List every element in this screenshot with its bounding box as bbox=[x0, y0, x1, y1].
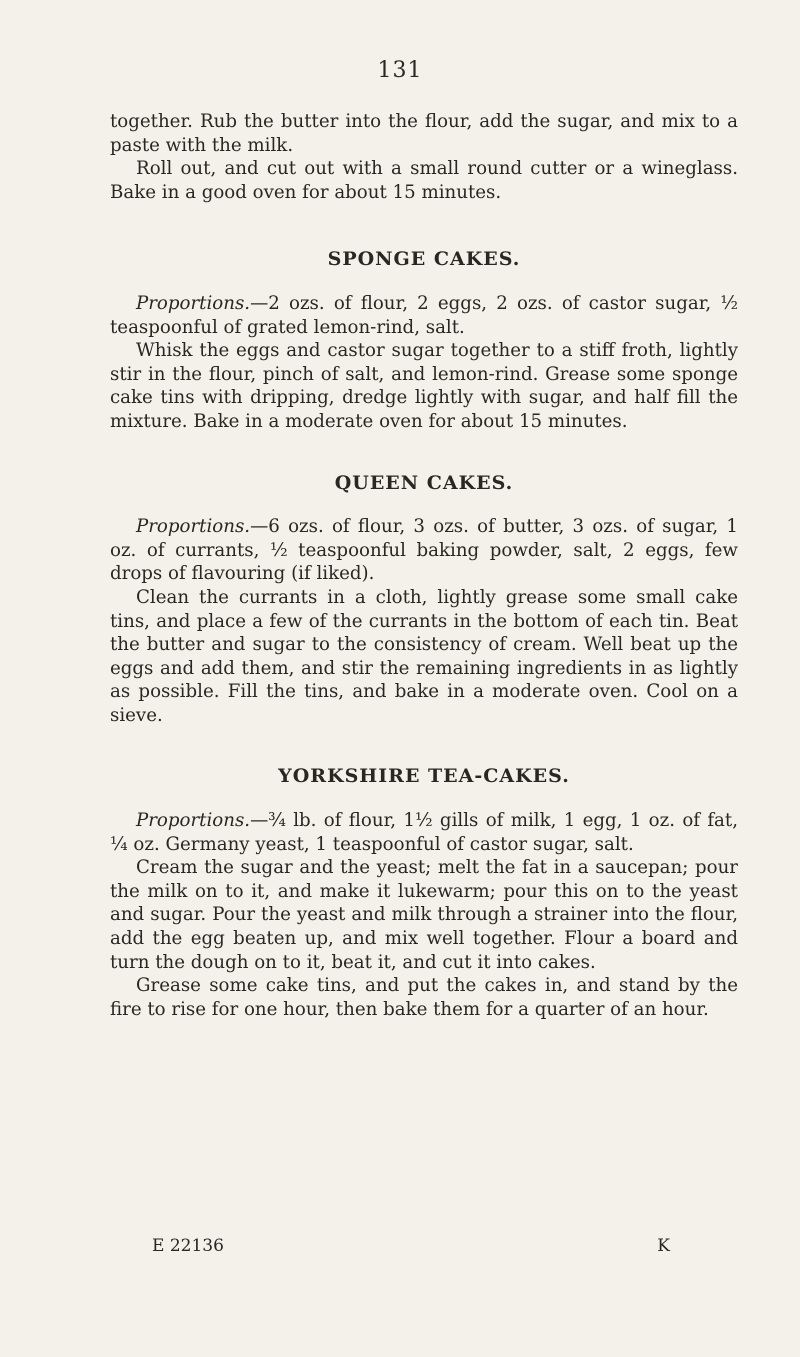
section-title-sponge-cakes: SPONGE CAKES. bbox=[327, 248, 521, 271]
proportions-text: —¾ lb. of flour, 1½ gills of milk, 1 egg, 1 oz. of fat, ¼ oz. Germany yeast, 1 teaspoonful of castor sugar, salt. bbox=[110, 810, 738, 855]
page-body bbox=[110, 110, 738, 1021]
intro-paragraph-2: Roll out, and cut out with a small round cutter or a wineglass. Bake in a good oven for about 15 minutes. bbox=[110, 158, 738, 203]
signature-mark: K bbox=[657, 1236, 672, 1256]
proportions-label: Proportions. bbox=[136, 292, 251, 314]
yorkshire-tea-cakes-proportions bbox=[110, 809, 738, 856]
yorkshire-tea-cakes-method-2: Grease some cake tins, and put the cakes in, and stand by the fire to rise for one hour, then bake them for a quarter of an hour. bbox=[110, 975, 738, 1020]
section-title-yorkshire-tea-cakes: YORKSHIRE TEA-CAKES. bbox=[278, 765, 570, 788]
print-code: E 22136 bbox=[152, 1236, 224, 1256]
page-number: 131 bbox=[377, 58, 423, 83]
proportions-label: Proportions. bbox=[136, 810, 251, 832]
sponge-cakes-proportions bbox=[110, 292, 738, 339]
page-footer bbox=[152, 1236, 672, 1256]
intro-paragraph-1: together. Rub the butter into the flour, add the sugar, and mix to a paste with the milk. bbox=[110, 111, 738, 156]
yorkshire-tea-cakes-method-1: Cream the sugar and the yeast; melt the fat in a saucepan; pour the milk on to it, and make it lukewarm; pour this on to the yeast and sugar. Pour the yeast and milk through a strainer into the flour, add the egg beaten up, and mix well together. Flour a board and turn the dough on to it, beat it, and cut it into cakes. bbox=[110, 857, 738, 973]
queen-cakes-proportions bbox=[110, 515, 738, 586]
proportions-label: Proportions. bbox=[136, 516, 251, 538]
section-title-queen-cakes: QUEEN CAKES. bbox=[334, 471, 514, 494]
queen-cakes-method: Clean the currants in a cloth, lightly grease some small cake tins, and place a few of the currants in the bottom of each tin. Beat the butter and sugar to the consistency of cream. Well beat up the eggs and add them, and stir the remaining ingredients in as lightly as possible. Fill the tins, and bake in a moderate oven. Cool on a sieve. bbox=[110, 586, 738, 726]
proportions-text: —6 ozs. of flour, 3 ozs. of butter, 3 ozs. of sugar, 1 oz. of currants, ½ teaspoonful baking powder, salt, 2 eggs, few drops of flavouring (if liked). bbox=[110, 516, 738, 585]
sponge-cakes-method: Whisk the eggs and castor sugar together to a stiff froth, lightly stir in the flour, pinch of salt, and lemon-rind. Grease some sponge cake tins with dripping, dredge lightly with sugar, and half fill the mixture. Bake in a moderate oven for about 15 minutes. bbox=[110, 340, 738, 432]
proportions-text: —2 ozs. of flour, 2 eggs, 2 ozs. of castor sugar, ½ teaspoonful of grated lemon-rind, salt. bbox=[110, 292, 738, 338]
